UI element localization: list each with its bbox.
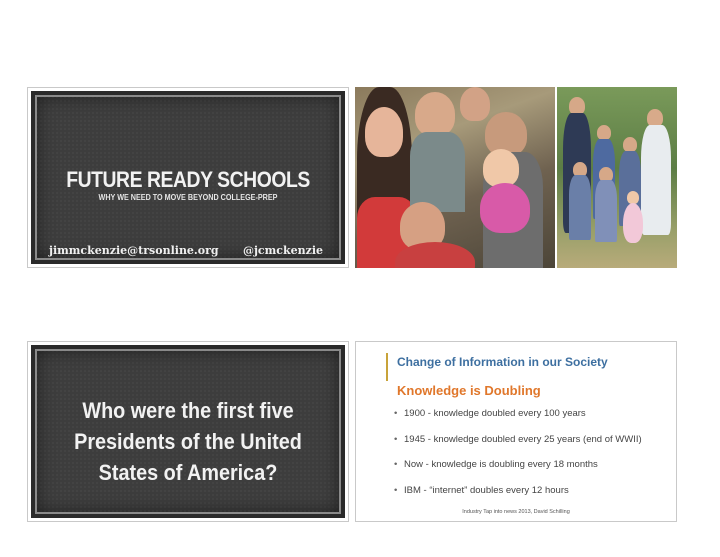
contact-email: jimmckenzie@trsonline.org [49,244,219,257]
slide-knowledge-doubling[interactable] [355,341,677,522]
twitter-handle: @jcmckenzie [242,244,323,257]
accent-bar [386,353,388,381]
list-item: • IBM - “internet” doubles every 12 hours [394,484,569,496]
slide-heading: Change of Information in our Society [397,355,608,369]
chalkboard-background [31,345,345,518]
slide-presidents-question[interactable] [27,341,349,522]
bullet-list [394,408,642,510]
question-text: Who were the first five Presidents of the United States of America? [74,398,302,485]
slide-subheading: Knowledge is Doubling [397,383,541,398]
family-selfie-photo [355,87,555,268]
slide-title: FUTURE READY SCHOOLS [66,167,310,192]
source-footnote: Industry Tap into news 2013, David Schilling [462,509,570,515]
list-item: • 1900 - knowledge doubled every 100 years [394,408,586,419]
chalkboard-background [31,91,345,264]
slide-family-photos[interactable] [355,87,677,268]
list-item: • Now - knowledge is doubling every 18 months [394,459,598,470]
list-item: • 1945 - knowledge doubled every 25 years (end of WWII) [394,433,642,445]
family-group-photo [557,87,677,268]
slide-subtitle: WHY WE NEED TO MOVE BEYOND COLLEGE-PREP [98,193,278,202]
slide-future-ready[interactable] [27,87,349,268]
